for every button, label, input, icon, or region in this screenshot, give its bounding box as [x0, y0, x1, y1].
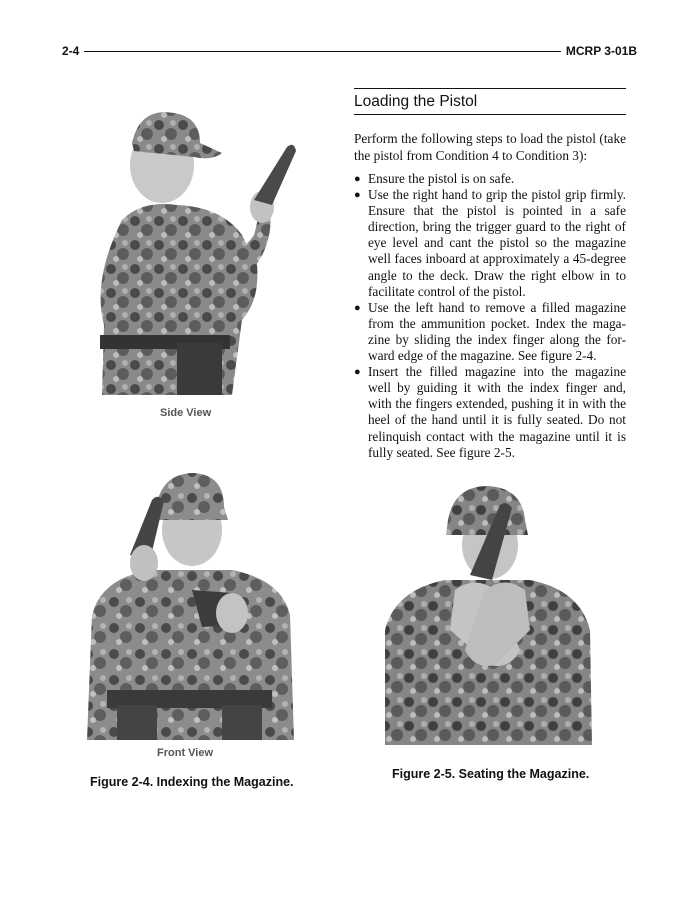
list-item [354, 171, 626, 187]
bullet-icon: ● [354, 366, 361, 379]
publication-id: MCRP 3-01B [561, 44, 637, 58]
side-view-photo [82, 95, 307, 395]
page-number: 2-4 [62, 44, 84, 58]
figure-2-4-caption: Figure 2-4. Indexing the Magazine. [90, 775, 294, 789]
step-text: Use the left hand to remove a filled magazine from the ammunition pocket. Index the maga-zine by sliding the index finger along the for-ward edge of the magazine. See figure 2-4. [368, 299, 626, 364]
header-rule [62, 51, 637, 52]
bullet-icon: ● [354, 189, 361, 202]
front-view-label: Front View [157, 747, 214, 759]
side-view-label: Side View [160, 407, 212, 419]
seating-magazine-photo [380, 480, 595, 745]
list-item [354, 364, 626, 461]
step-text: Ensure the pistol is on safe. [368, 171, 515, 186]
list-item [354, 300, 626, 364]
step-text: Insert the filled magazine into the magazine well by guiding it with the index finger and, with the fingers extended, pushing it in with the heel of the hand until it is fully seated. Do not relinquish contact with the magazine until it is fully seated. See figure 2-5. [368, 364, 626, 460]
list-item [354, 187, 626, 300]
front-view-photo [82, 465, 297, 740]
page-header [62, 44, 637, 60]
section-title: Loading the Pistol [354, 88, 626, 115]
step-list [354, 171, 626, 461]
step-text: Use the right hand to grip the pistol grip firmly. Ensure that the pistol is pointed in a safe direction, bring the trigger guard to the right of eye level and cant the pistol so the magazine well faces inboard at approximately a 45-degree angle to the deck. Draw the right elbow in to facilitate control of the pistol. [368, 187, 626, 299]
intro-paragraph: Perform the following steps to load the pistol (take the pistol from Condition 4 to Condition 3): [354, 131, 626, 163]
figure-2-5-caption: Figure 2-5. Seating the Magazine. [392, 767, 590, 781]
bullet-icon: ● [354, 301, 361, 314]
bullet-icon: ● [354, 173, 361, 185]
